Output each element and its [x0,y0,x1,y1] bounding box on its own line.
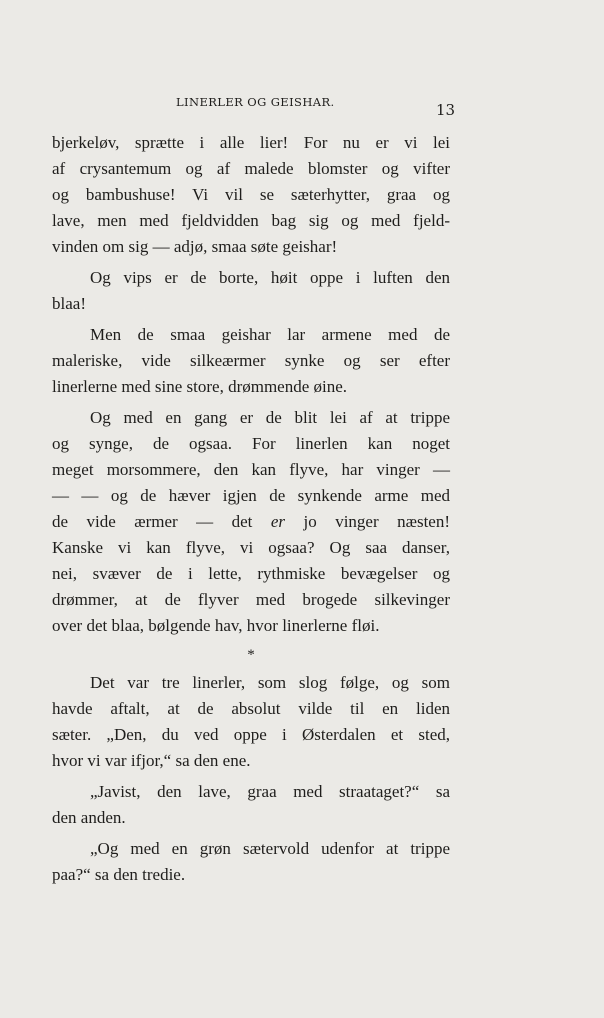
text-line: drømmer, at de flyver med brogede silkevinger [52,590,450,609]
paragraph [52,322,450,400]
text-line: den anden. [52,808,126,827]
text-line: Og vips er de borte, høit oppe i luften den [90,268,450,287]
paragraph [52,779,450,831]
text-line: „Og med en grøn sætervold udenfor at trippe [90,839,450,858]
running-head: LINERLER OG GEISHAR. [176,95,335,109]
text-line: bjerkeløv, sprætte i alle lier! For nu er vi lei [52,133,450,152]
paragraphs-before-separator [52,130,450,639]
paragraph [52,836,450,888]
text-line: og bambushuse! Vi vil se sæterhytter, graa og [52,185,450,204]
text-line: paa?“ sa den tredie. [52,865,186,884]
text-line: lave, men med fjeldvidden bag sig og med fjeld- [52,211,450,230]
text-line: vinden om sig — adjø, smaa søte geishar! [52,237,338,256]
text-line: Det var tre linerler, som slog følge, og som [90,673,450,692]
paragraph [52,130,450,260]
paragraph [52,405,450,639]
text-line: „Javist, den lave, graa med straataget?“ sa [90,782,450,801]
text-line: maleriske, vide silkeærmer synke og ser efter [52,351,450,370]
text-line: — — og de hæver igjen de synkende arme med [52,486,450,505]
text-line: blaa! [52,294,86,313]
text-line: Men de smaa geishar lar armene med de [90,325,450,344]
text-line: Og med en gang er de blit lei af at trippe [90,408,450,427]
text-line: af crysantemum og af malede blomster og vifter [52,159,450,178]
text-line: linerlerne med sine store, drømmende øine. [52,377,348,396]
text-line: havde aftalt, at de absolut vilde til en liden [52,699,450,718]
paragraph [52,670,450,774]
text-line: nei, svæver de i lette, rythmiske bevægelser og [52,564,450,583]
text-line: meget morsommere, den kan flyve, har vinger — [52,460,450,479]
text-line: hvor vi var ifjor,“ sa den ene. [52,751,251,770]
body-text [52,130,450,893]
page-number: 13 [436,101,456,119]
text-line: sæter. „Den, du ved oppe i Østerdalen et sted, [52,725,450,744]
text-line: Kanske vi kan flyve, vi ogsaa? Og saa danser, [52,538,450,557]
text-line: over det blaa, bølgende hav, hvor linerlerne fløi. [52,616,380,635]
paragraph [52,265,450,317]
section-separator: * [247,647,255,663]
text-line: de vide ærmer — det er jo vinger næsten! [52,512,450,531]
text-line: og synge, de ogsaa. For linerlen kan noget [52,434,450,453]
paragraphs-after-separator [52,670,450,888]
